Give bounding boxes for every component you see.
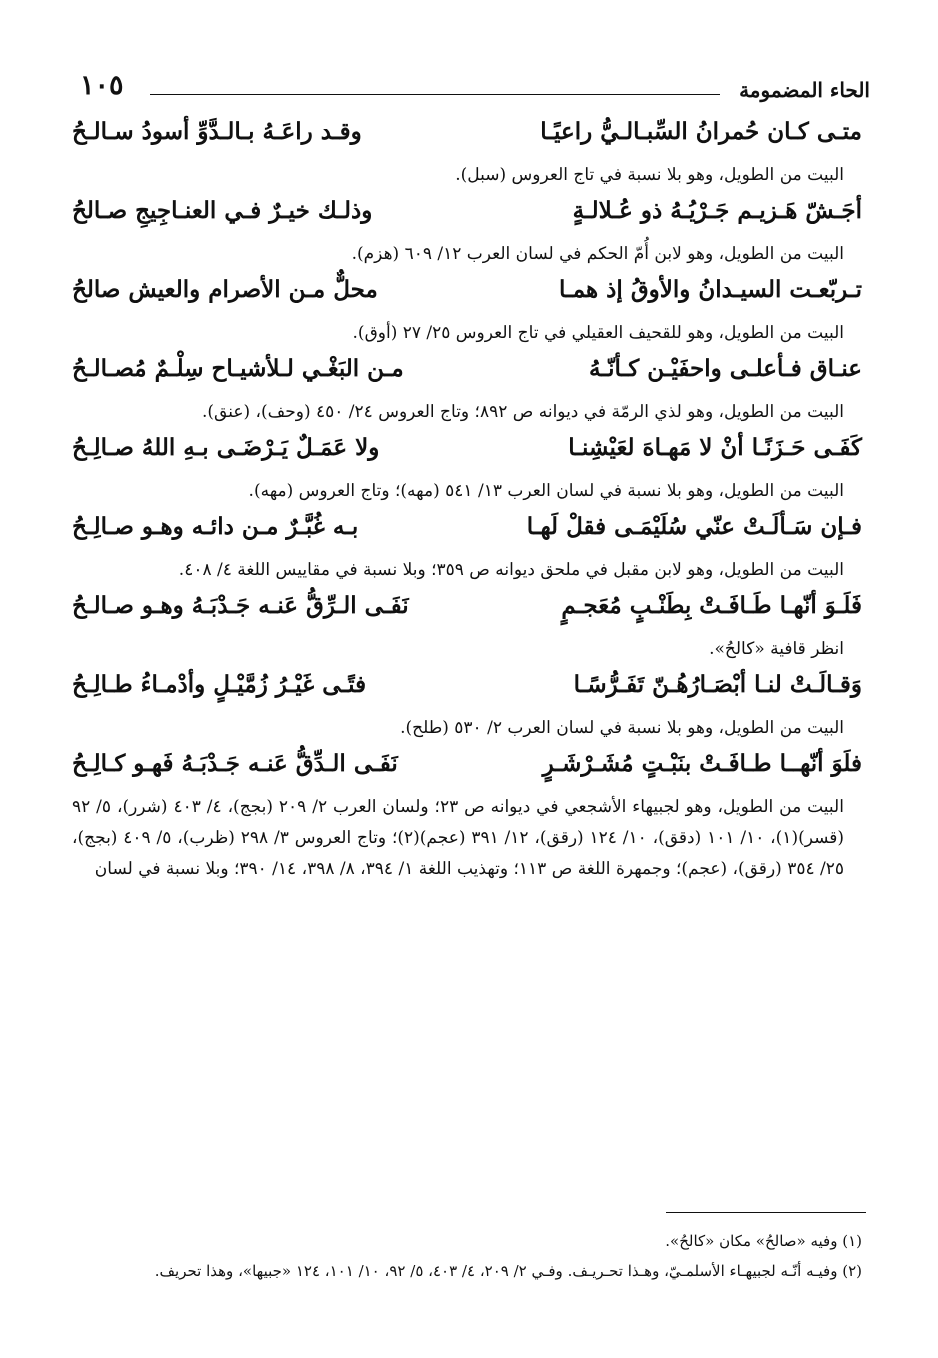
second-hemistich: فتًـى غَيْـرُ زُمَّيْـلٍ وأدْمـاءُ طـالِـحُ [72, 671, 367, 698]
second-hemistich: وقـد راعَـهُ بـالـدَّوِّ أسودُ سـالـحُ [72, 118, 362, 145]
second-hemistich: ولا عَمَـلٌ يَـرْضَـى بـهِ اللهُ صـالِـحُ [72, 434, 380, 461]
verse-line [72, 434, 862, 474]
verse-line [72, 671, 862, 711]
verse-entry [72, 513, 862, 586]
first-hemistich: متـى كـان حُمرانُ السِّبـالـيُّ راعيًـا [540, 118, 862, 145]
header-rule [150, 94, 720, 95]
second-hemistich: محلٌّ مـن الأصرام والعيش صالحُ [72, 276, 378, 303]
first-hemistich: كَفَـى حَـزَنًـا أنْ لا مَهـاهَ لعَيْشِنـا [568, 434, 862, 461]
verse-note: البيت من الطويل، وهو لابن أُمّ الحكم في لسان العرب ١٢/ ٦٠٩ (هزم). [351, 244, 844, 264]
verse-entry [72, 197, 862, 270]
verse-entry [72, 276, 862, 349]
footnote: (٢) وفيـه أنّـه لجبيهـاء الأسلمـيّ، وهـذا تحـريـف. وفـي ٢/ ٢٠٩، ٤/ ٤٠٣، ٥/ ٩٢، ١٠/ ١٠١، ١٢٤ «جبيها»، وهذا تحريف. [154, 1262, 862, 1280]
verse-note: البيت من الطويل، وهو لذي الرمّة في ديوانه ص ٨٩٢؛ وتاج العروس ٢٤/ ٤٥٠ (وحف)، (عنق). [201, 402, 844, 422]
verse-note: البيت من الطويل، وهو لجبيهاء الأشجعي في ديوانه ص ٢٣؛ ولسان العرب ٢/ ٢٠٩ (بجج)، ٤/ ٤٠٣ (شرر)، ٥/ ٩٢ (قسر)(١)، ١٠/ ١٠١ (دقق)، ١٠/ ١٢٤ (رقق)، ١٢/ ٣٩١ (عجم)(٢)؛ وتاج العروس ٣/ ٢٩٨ (ظرب)، ٥/ ٤٠٩ (بجج)، ٢٥/ ٣٥٤ (رقق)، (عجم)؛ وجمهرة اللغة ص ١١٣؛ وتهذيب اللغة ١/ ٣٩٤، ٨/ ٣٩٨، ١٤/ ٣٩٠؛ وبلا نسبة في لسان [72, 797, 845, 879]
second-hemistich: بـه غُبَّـرٌ مـن دائـه وهـو صـالِـحُ [72, 513, 359, 540]
verse-entry [72, 671, 862, 744]
verse-line [72, 513, 862, 553]
verse-note: البيت من الطويل، وهو للقحيف العقيلي في تاج العروس ٢٥/ ٢٧ (أوق). [352, 323, 844, 343]
verse-line [72, 592, 862, 632]
first-hemistich: أجَـشّ هَـزيـم جَـرْيُـهُ ذو عُـلالـةٍ [572, 197, 862, 224]
verse-entry [72, 434, 862, 507]
verse-entry [72, 355, 862, 428]
verse-entry [72, 750, 862, 885]
first-hemistich: تـربّعـت السيـدانُ والأوقُ إذ همـا [559, 276, 862, 303]
footnote: (١) وفيه «صالحُ» مكان «كالحُ». [665, 1232, 862, 1250]
second-hemistich: نَفَـى الـدِّقُّ عَنـه جَـدْبَـهُ فَهـو كـالِـحُ [72, 750, 398, 777]
verse-line [72, 118, 862, 158]
first-hemistich: وَقـالَـتْ لنـا أبْصَـارُهُـنّ تَفَـرُّسًـا [573, 671, 862, 698]
second-hemistich: مـن البَغْـي لـلأشيـاح سِلْـمٌ مُصـالـحُ [72, 355, 404, 382]
second-hemistich: وذلـك خيـرٌ فـي العنـاجِيجِ صـالحُ [72, 197, 373, 224]
footnote-rule [666, 1212, 866, 1213]
first-hemistich: عنـاق فـأعلـى واحفَيْـن كـأنّـهُ [589, 355, 862, 382]
first-hemistich: فَلَـوَ أنّهـا طَـافَـتْ بِطَنْـبٍ مُعَجـمٍ [561, 592, 862, 619]
verse-note: البيت من الطويل، وهو بلا نسبة في تاج العروس (سبل). [455, 165, 844, 185]
first-hemistich: فـإن سَـألَـتْ عنّي سُلَيْمَـى فقلْ لَهـا [526, 513, 862, 540]
verse-line [72, 355, 862, 395]
verse-entry [72, 118, 862, 191]
verse-note: البيت من الطويل، وهو بلا نسبة في لسان العرب ١٣/ ٥٤١ (مهه)؛ وتاج العروس (مهه). [248, 481, 844, 501]
verse-note: البيت من الطويل، وهو بلا نسبة في لسان العرب ٢/ ٥٣٠ (طلح). [400, 718, 844, 738]
verse-entries [72, 118, 862, 891]
first-hemistich: فلَوَ أنّهــا طـافَـتْ بنَبْـتٍ مُشَـرْشَـرٍ [542, 750, 862, 777]
verse-note: البيت من الطويل، وهو لابن مقبل في ملحق ديوانه ص ٣٥٩؛ وبلا نسبة في مقاييس اللغة ٤/ ٤٠٨. [178, 560, 844, 580]
verse-line [72, 197, 862, 237]
running-title: الحاء المضمومة [739, 78, 870, 102]
page-number: ١٠٥ [80, 70, 124, 101]
verse-line [72, 750, 862, 790]
verse-line [72, 276, 862, 316]
verse-note: انظر قافية «كالحُ». [709, 639, 844, 659]
page-header [70, 70, 870, 110]
verse-entry [72, 592, 862, 665]
footnotes [72, 1226, 862, 1286]
second-hemistich: نَفَـى الـرِّقُّ عَنـه جَـدْبَـهُ وهـو صـالـحُ [72, 592, 409, 619]
